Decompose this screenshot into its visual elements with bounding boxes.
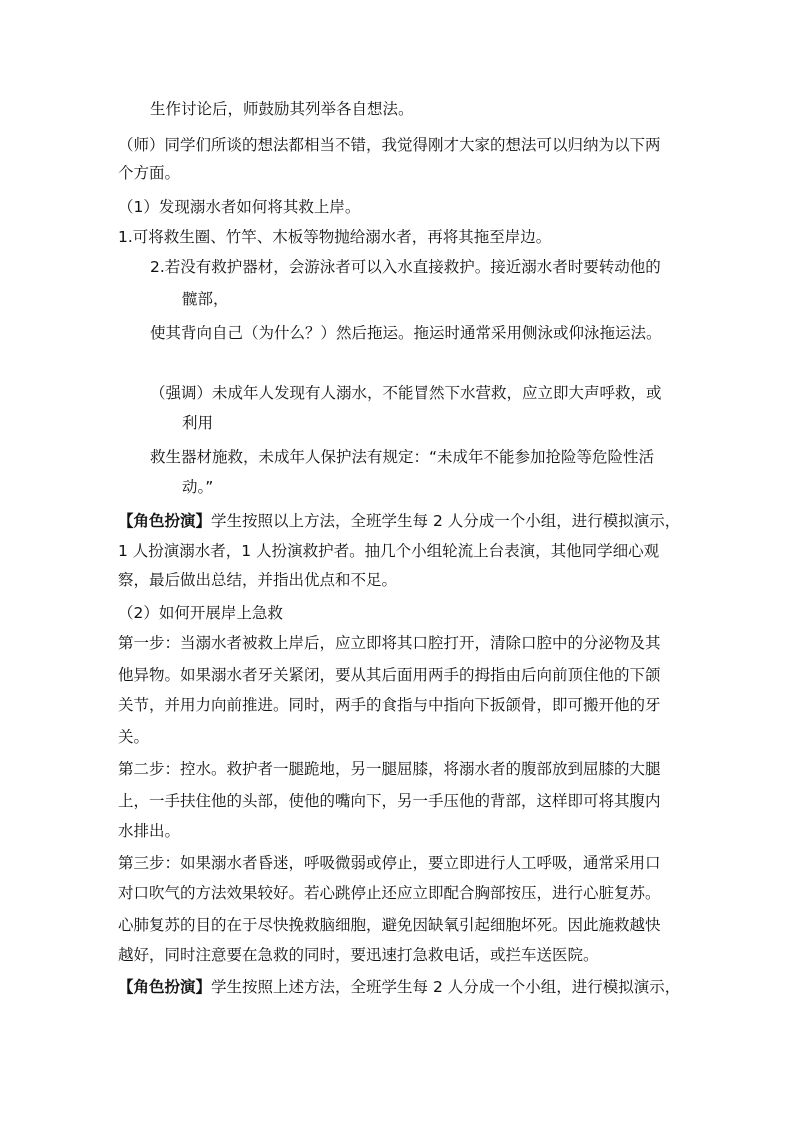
paragraph-line: 他异物。如果溺水者牙关紧闭，要从其后面用两手的拇指由后向前顶住他的下颌 (118, 666, 661, 684)
role-play-label: 【角色扮演】 (118, 978, 212, 996)
paragraph-line: 第二步：控水。救护者一腿跪地，另一腿屈膝，将溺水者的腹部放到屈膝的大腿 (118, 760, 661, 778)
paragraph-line: 关。 (118, 728, 150, 746)
role-play-text: 学生按照以上方法，全班学生每 2 人分成一个小组，进行模拟演示， (211, 512, 681, 530)
role-play-text: 学生按照上述方法，全班学生每 2 人分成一个小组，进行模拟演示， (211, 978, 681, 996)
paragraph-line: 关节，并用力向前推进。同时，两手的食指与中指向下扳颌骨，即可搬开他的牙 (118, 696, 661, 714)
emphasis-line: 利用 (182, 414, 214, 432)
role-play-label: 【角色扮演】 (118, 512, 212, 530)
paragraph-line: 察，最后做出总结，并指出优点和不足。 (118, 571, 398, 589)
paragraph-line: 1 人扮演溺水者，1 人扮演救护者。抽几个小组轮流上台表演，其他同学细心观 (118, 542, 660, 560)
emphasis-line: （强调）未成年人发现有人溺水，不能冒然下水营救，应立即大声呼救，或 (150, 384, 662, 402)
section-heading: （2）如何开展岸上急救 (118, 604, 283, 622)
role-play-line (118, 977, 680, 997)
paragraph-line: 髋部， (182, 290, 229, 308)
paragraph-line: 上，一手扶住他的头部，使他的嘴向下，另一手压他的背部，这样即可将其腹内 (118, 792, 661, 810)
paragraph-line: 生作讨论后，师鼓励其列举各自想法。 (150, 100, 414, 118)
paragraph-line: 对口吹气的方法效果较好。若心跳停止还应立即配合胸部按压，进行心脏复苏。 (118, 884, 661, 902)
paragraph-line: 1.可将救生圈、竹竿、木板等物抛给溺水者，再将其拖至岸边。 (118, 228, 552, 246)
role-play-line (118, 511, 680, 531)
paragraph-line: 越好，同时注意要在急救的同时，要迅速打急救电话，或拦车送医院。 (118, 946, 599, 964)
section-heading: （1）发现溺水者如何将其救上岸。 (118, 198, 361, 216)
paragraph-line: 第三步：如果溺水者昏迷，呼吸微弱或停止，要立即进行人工呼吸，通常采用口 (118, 854, 661, 872)
paragraph-line: 个方面。 (118, 164, 181, 182)
paragraph-line: 2.若没有救护器材，会游泳者可以入水直接救护。接近溺水者时要转动他的 (150, 258, 661, 276)
paragraph-line: （师）同学们所谈的想法都相当不错，我觉得刚才大家的想法可以归纳为以下两 (118, 136, 661, 154)
paragraph-line: 救生器材施救，未成年人保护法有规定：“未成年不能参加抢险等危险性活 (150, 448, 655, 466)
paragraph-line: 心肺复苏的目的在于尽快挽救脑细胞，避免因缺氧引起细胞坏死。因此施救越快 (118, 916, 661, 934)
paragraph-line: 第一步：当溺水者被救上岸后，应立即将其口腔打开，清除口腔中的分泌物及其 (118, 634, 661, 652)
paragraph-line: 使其背向自己（为什么？）然后拖运。拖运时通常采用侧泳或仰泳拖运法。 (150, 324, 662, 342)
paragraph-line: 水排出。 (118, 822, 181, 840)
paragraph-line: 动。” (182, 478, 214, 496)
